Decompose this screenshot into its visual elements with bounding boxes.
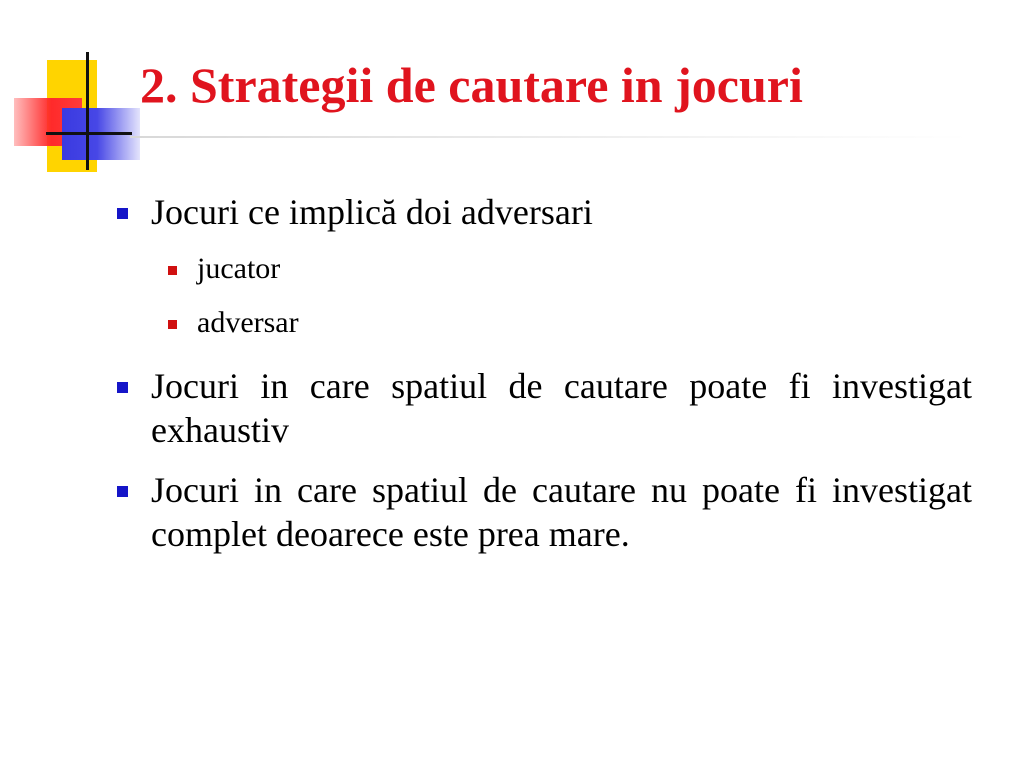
- square-bullet-icon: [117, 382, 128, 393]
- square-bullet-icon: [168, 320, 177, 329]
- square-bullet-icon: [168, 266, 177, 275]
- bullet-text: Jocuri in care spatiul de cautare poate fi investigat exhaustiv: [151, 366, 972, 450]
- sub-bullet-item: [164, 304, 972, 342]
- logo-vertical-line: [86, 52, 89, 170]
- square-bullet-icon: [117, 208, 128, 219]
- sub-bullet-text: jucator: [197, 252, 281, 285]
- logo-horizontal-line: [46, 132, 132, 135]
- sub-bullet-text: adversar: [197, 306, 299, 339]
- bullet-text: Jocuri ce implică doi adversari: [151, 192, 593, 232]
- sub-bullet-item: [164, 250, 972, 288]
- slide-title: 2. Strategii de cautare in jocuri: [140, 57, 803, 113]
- bullet-item: [112, 364, 972, 452]
- bullet-item: [112, 190, 972, 234]
- decorative-logo: [0, 0, 160, 190]
- bullet-text: Jocuri in care spatiul de cautare nu poate fi investigat complet deoarece este prea mare.: [151, 470, 972, 554]
- square-bullet-icon: [117, 486, 128, 497]
- bullet-list: [112, 190, 972, 556]
- title-divider: [130, 136, 970, 138]
- bullet-item: [112, 468, 972, 556]
